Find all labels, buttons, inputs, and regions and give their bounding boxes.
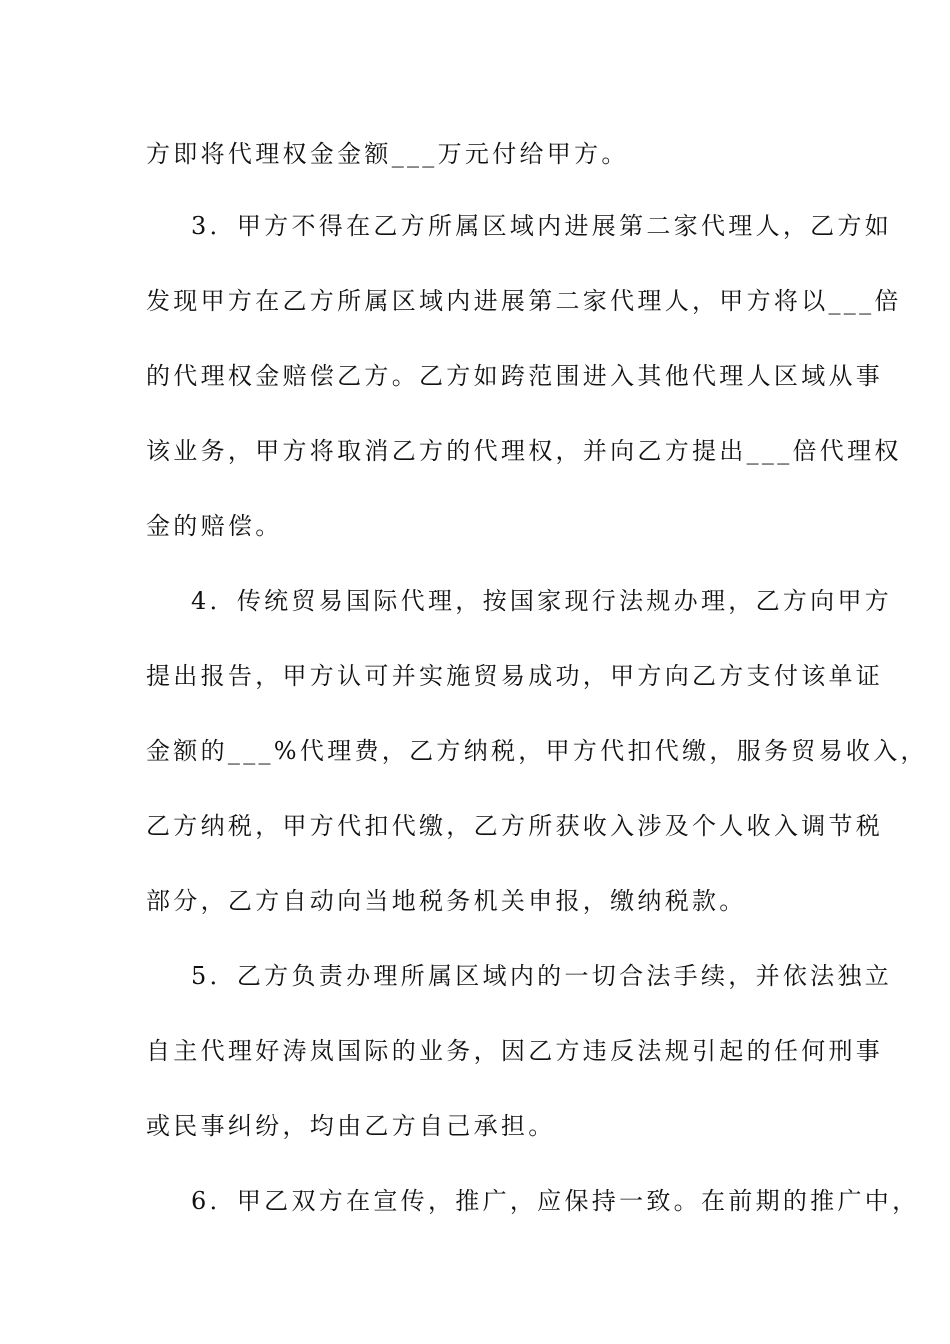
paragraph-5-start: 5．乙方负责办理所属区域内的一切合法手续，并依法独立 — [191, 962, 893, 990]
text-line: 乙方纳税，甲方代扣代缴，乙方所获收入涉及个人收入调节税 — [146, 812, 884, 840]
text-line: 金的赔偿。 — [146, 512, 283, 540]
text-line: 部分，乙方自动向当地税务机关申报，缴纳税款。 — [146, 887, 747, 915]
text-line: 方即将代理权金金额___万元付给甲方。 — [146, 140, 629, 168]
paragraph-3-start: 3．甲方不得在乙方所属区域内进展第二家代理人，乙方如 — [191, 212, 893, 240]
text-line: 自主代理好涛岚国际的业务，因乙方违反法规引起的任何刑事 — [146, 1037, 884, 1065]
text-line: 的代理权金赔偿乙方。乙方如跨范围进入其他代理人区域从事 — [146, 362, 884, 390]
text-line: 或民事纠纷，均由乙方自己承担。 — [146, 1112, 556, 1140]
text-line: 发现甲方在乙方所属区域内进展第二家代理人，甲方将以___倍 — [146, 287, 902, 315]
paragraph-4-start: 4．传统贸易国际代理，按国家现行法规办理，乙方向甲方 — [191, 587, 893, 615]
text-line: 金额的___%代理费，乙方纳税，甲方代扣代缴，服务贸易收入， — [146, 737, 928, 765]
paragraph-6-start: 6．甲乙双方在宣传，推广，应保持一致。在前期的推广中， — [191, 1187, 920, 1215]
text-line: 提出报告，甲方认可并实施贸易成功，甲方向乙方支付该单证 — [146, 662, 884, 690]
text-line: 该业务，甲方将取消乙方的代理权，并向乙方提出___倍代理权 — [146, 437, 902, 465]
